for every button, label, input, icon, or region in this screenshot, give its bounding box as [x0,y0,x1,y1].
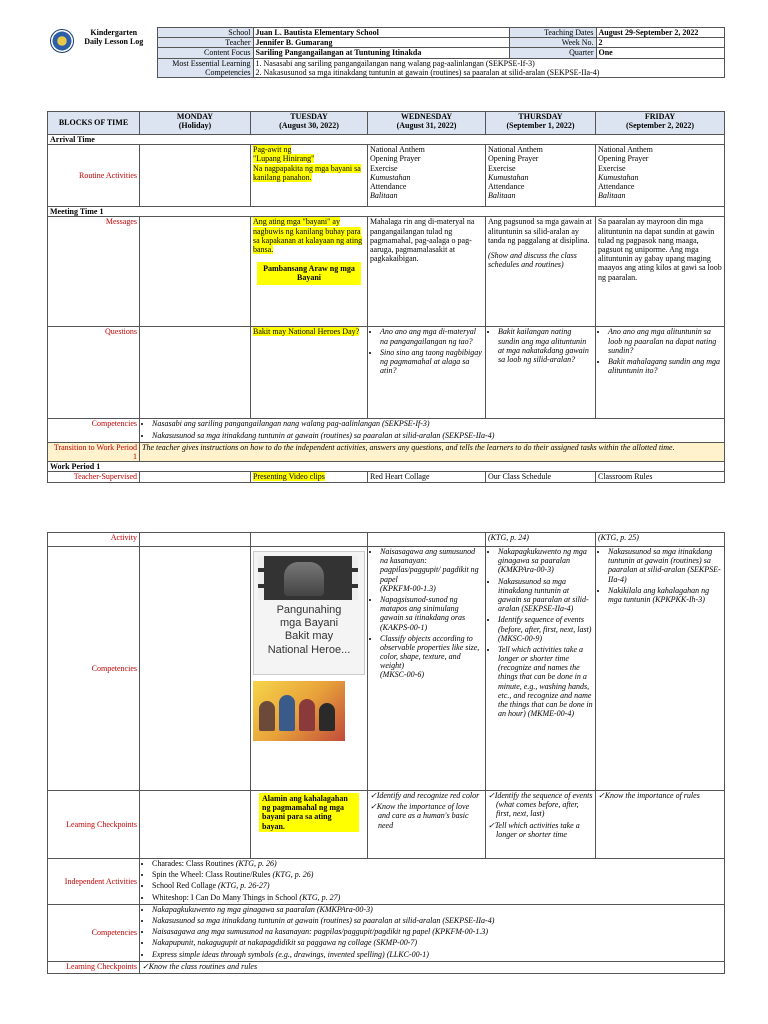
competencies2-label: Competencies [48,547,140,791]
thu-lc: ✓ Identify the sequence of events (what comes before, after, first, next, last) ✓ Tell which activities take a longer or shorter time [486,791,596,859]
competencies3-list: • Nakapagkukuwento ng mga ginagawa sa paaralan (KMKPAra-00-3) • Nakasusunod sa mga itinakdang tuntunin at gawain (routines) sa paaralan at silid-aralan (SEKPSE-IIa-4) • Naisasagawa ang mga sumusunod na kasanayan: pagpilas/paggupit/pagdikit ng papel (KPKFM-00-1.3) • Nakapupunit, nakagugupit at nakapagdidikit sa paggawa ng collage (SKMP-00-7) • Express simple ideas through symbols (e.g., drawings, invented spelling) (LLKC-00-1) [140,904,725,961]
focus-value: Sariling Pangangailangan at Tuntuning Itinakda [253,48,509,58]
tuesday-header: TUESDAY (August 30, 2022) [251,112,368,135]
competencies-label: Competencies [48,419,140,442]
mon-activity [140,533,251,547]
fri-competencies2: • Nakasusunod sa mga itinakdang tuntunin at gawain (routines) sa paaralan at silid-aralan (SEKPSE-IIa-4) • Nakikilala ang kahalagahan ng mga tuntunin (KPKPKK-Ih-3) [596,547,725,791]
melc-2: 2. Nakasusunod sa mga itinakdang tuntunin at gawain (routines) sa paaralan at silid-aralan (SEKPSE-IIa-4) [255,67,600,77]
focus-label: Content Focus [157,48,253,58]
independent-list: • Charades: Class Routines (KTG, p. 26) • Spin the Wheel: Class Routine/Rules (KTG, p. 26) • School Red Collage (KTG, p. 26-27) • Whiteshop: I Can Do Many Things in School (KTG, p. 27) [140,859,725,905]
wed-lc: ✓ Identify and recognize red color ✓ Know the importance of love and care as a human's basic need [368,791,486,859]
video-title-1: Pangunahing [276,604,342,616]
quarter-label: Quarter [509,48,596,58]
video-title-3: Bakit may [284,630,334,643]
dll-title-2: Daily Lesson Log [84,36,144,46]
wed-ts: Red Heart Collage [368,472,486,482]
ts-label: Teacher-Supervised [48,472,140,482]
lc-label: Learning Checkpoints [48,791,140,859]
melc-label: Most Essential Learning Competencies [157,58,253,77]
transition-label: Transition to Work Period 1 [48,442,140,461]
melc-values [253,58,724,77]
competencies-list: • Nasasabi ang sariling pangangailangan nang walang pag-aalinlangan (SEKPSE-If-3) • Nakasusunod sa mga itinakdang tuntunin at gawain (routines) sa paaralan at silid-aralan (SEKPSE-IIa-4) [140,419,725,442]
section-meeting: Meeting Time 1 [48,207,725,217]
thu-competencies2: • Nakapagkukuwento ng mga ginagawa sa paaralan (KMKPAra-00-3) • Nakasusunod sa mga itinakdang tuntunin at gawain sa paaralan at silid-aralan (SEKPSE-IIa-4) • Identify sequence of events (before, after, first, next, last) (MKSC-00-9) • Tell which activities take a longer or shorter time (recognize and names the things that can be done in a minute, e.g., washing hands, etc., and recognize and name the things that can be done in an hour) (MKME-00-4) [486,547,596,791]
thu-ts: Our Class Schedule [486,472,596,482]
teacher-value: Jennifer B. Gumarang [253,38,509,48]
main-table-page1 [47,111,725,483]
melc-1: 1. Nasasabi ang sariling pangangailangan nang walang pag-aalinlangan (SEKPSE-If-3) [255,58,535,68]
fri-messages: Sa paaralan ay mayroon din mga alituntunin na dapat sundin at gawin tulad ng pagpasok nang maaga, pagsuot ng uniporme. Ang mga alituntunin ay gabay upang maging maayos ang ating kilos at gawi sa loob ng paaralan. [596,217,725,327]
competencies3-label: Competencies [48,904,140,961]
tue-ts: Presenting Video clips [251,472,368,482]
wed-competencies2: • Naisasagawa ang sumusunod na kasanayan: pagpilas/paggupit/ pagdikit ng papel (KPKFM-00-1.3) • Napagsisunod-sunod ng matapos ang sinimulang gawain sa itinakdang oras (KAKPS-00-1) • Classify objects according to observable properties like size, color, shape, texture, and weight) (MKSC-00-6) [368,547,486,791]
wed-activity [368,533,486,547]
thu-activity: (KTG, p. 24) [486,533,596,547]
fri-routine: National Anthem Opening Prayer Exercise Kumustahan Attendance Balitaan [596,145,725,207]
thursday-header: THURSDAY (September 1, 2022) [486,112,596,135]
tue-activity [251,533,368,547]
week-value: 2 [596,38,724,48]
heroes-illustration [253,681,345,741]
monday-header: MONDAY (Holiday) [140,112,251,135]
tue-questions: Bakit may National Heroes Day? [251,327,368,419]
mon-ts [140,472,251,482]
teacher-label: Teacher [157,38,253,48]
dates-value: August 29-September 2, 2022 [596,28,724,38]
routine-label: Routine Activities [48,145,140,207]
fri-questions: • Ano ano ang mga alituntunin sa loob ng paaralan na dapat nating sundin? • Bakit mahalagang sundin ang mga alituntunin ito? [596,327,725,419]
section-arrival: Arrival Time [48,135,725,145]
mon-questions [140,327,251,419]
fri-activity: (KTG, p. 25) [596,533,725,547]
mon-routine [140,145,251,207]
film-strip-image [258,556,358,600]
week-label: Week No. [509,38,596,48]
video-thumbnail[interactable] [253,551,365,675]
messages-label: Messages [48,217,140,327]
mon-messages [140,217,251,327]
mon-competencies2 [140,547,251,791]
quarter-value: One [596,48,724,58]
fri-ts: Classroom Rules [596,472,725,482]
mon-lc [140,791,251,859]
header-table [47,27,725,78]
thu-messages: Ang pagsunod sa mga gawain at alituntunin sa silid-aralan ay tanda ng paggalang at disiplina. (Show and discuss the class schedules and routines) [486,217,596,327]
tue-messages: Ang ating mga "bayani" ay nagbuwis ng kanilang buhay para sa kapakanan at kalayaan ng ating bansa. Pambansang Araw ng mga Bayani [251,217,368,327]
section-work: Work Period 1 [48,462,725,472]
dll-title-1: Kindergarten [90,27,138,37]
heroes-day-box: Pambansang Araw ng mga Bayani [257,262,361,284]
wednesday-header: WEDNESDAY (August 31, 2022) [368,112,486,135]
dates-label: Teaching Dates [509,28,596,38]
transition-text: The teacher gives instructions on how to do the independent activities, answers any questions, and tells the learners to do their assigned tasks within the allotted time. [140,442,725,461]
thu-questions: • Bakit kailangan nating sundin ang mga alituntunin at mga nakatakdang gawain sa loob ng silid-aralan? [486,327,596,419]
activity-label: Activity [48,533,140,547]
video-title-4: National Heroe... [267,643,351,656]
tue-video-cell [251,547,368,791]
school-value: Juan L. Bautista Elementary School [253,28,509,38]
video-title-2: mga Bayani [279,617,339,630]
thu-routine: National Anthem Opening Prayer Exercise Kumustahan Attendance Balitaan [486,145,596,207]
fri-lc: ✓ Know the importance of rules [596,791,725,859]
friday-header: FRIDAY (September 2, 2022) [596,112,725,135]
blocks-header: BLOCKS OF TIME [48,112,140,135]
independent-label: Independent Activities [48,859,140,905]
lc2-label: Learning Checkpoints [48,961,140,973]
wed-messages: Mahalaga rin ang di-materyal na pangangailangan tulad ng pagmamahal, pag-aalaga o pag-aaruga, pagmamalasakit at pagkakaibigan. [368,217,486,327]
main-table-page2 [47,532,725,974]
wed-routine: National Anthem Opening Prayer Exercise Kumustahan Attendance Balitaan [368,145,486,207]
wed-questions: • Ano ano ang mga di-materyal na pangangailangan ng tao? • Sino sino ang taong nagbibigay ng pagmamahal at alaga sa atin? [368,327,486,419]
questions-label: Questions [48,327,140,419]
lc2-list: ✓ Know the class routines and rules [140,961,725,973]
tue-routine: Pag-awit ng "Lupang Hinirang" Na nagpapakita ng mga bayani sa kanilang panahon. [251,145,368,207]
tue-lc: Alamin ang kahalagahan ng pagmamahal ng mga bayani para sa ating bayan. [251,791,368,859]
school-label: School [157,28,253,38]
